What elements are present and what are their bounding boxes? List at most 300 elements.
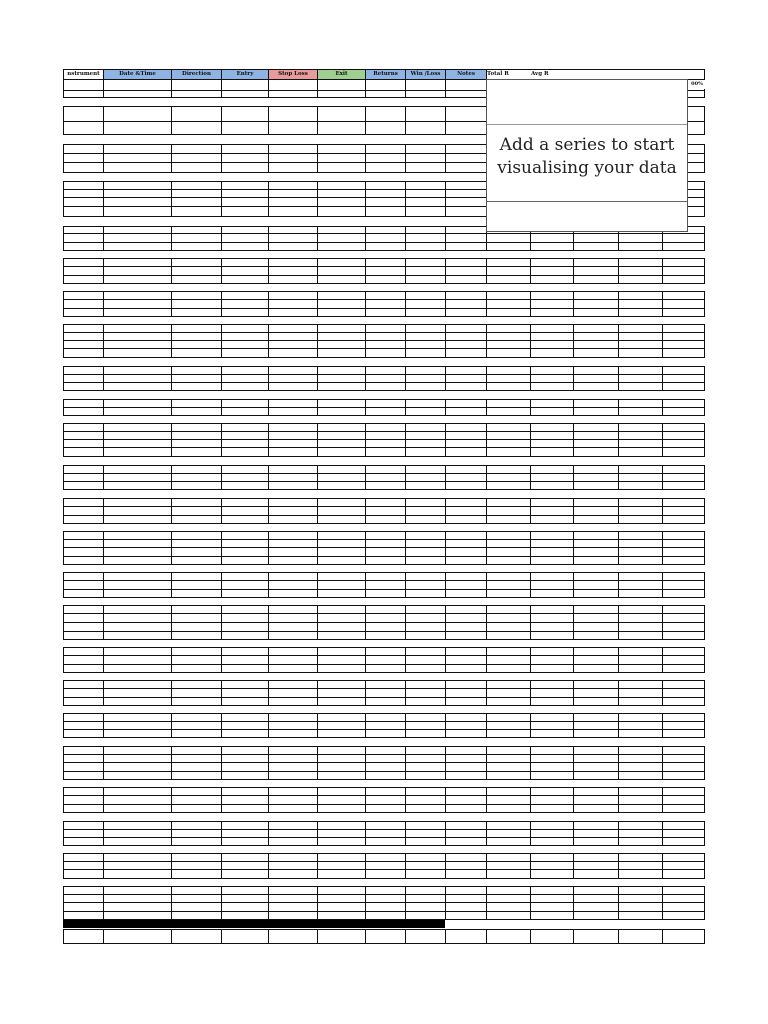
column-divider bbox=[445, 106, 446, 135]
summary-divider bbox=[486, 853, 487, 879]
summary-row-line bbox=[486, 613, 705, 614]
column-divider bbox=[171, 258, 172, 284]
row-line bbox=[63, 90, 487, 91]
column-divider bbox=[103, 787, 104, 813]
column-divider bbox=[221, 366, 222, 391]
summary-divider bbox=[704, 787, 705, 813]
column-divider bbox=[221, 226, 222, 251]
column-divider bbox=[171, 144, 172, 173]
summary-divider bbox=[704, 605, 705, 640]
column-divider bbox=[63, 106, 64, 135]
summary-divider bbox=[486, 746, 487, 780]
column-divider bbox=[445, 787, 446, 813]
column-divider bbox=[171, 713, 172, 738]
column-divider bbox=[405, 531, 406, 565]
column-divider bbox=[365, 144, 366, 173]
row-line bbox=[63, 374, 487, 375]
row-line bbox=[63, 845, 487, 846]
summary-divider bbox=[662, 291, 663, 317]
summary-row-line bbox=[486, 762, 705, 763]
summary-divider bbox=[704, 531, 705, 565]
summary-row-line bbox=[486, 787, 705, 788]
summary-divider bbox=[662, 399, 663, 416]
column-divider bbox=[445, 713, 446, 738]
summary-row-line bbox=[486, 340, 705, 341]
summary-row-line bbox=[486, 348, 705, 349]
column-divider bbox=[317, 787, 318, 813]
column-divider bbox=[445, 680, 446, 706]
summary-divider bbox=[704, 291, 705, 317]
row-line bbox=[63, 206, 487, 207]
summary-row-line bbox=[486, 705, 705, 706]
column-divider bbox=[103, 821, 104, 846]
column-divider bbox=[445, 79, 446, 98]
summary-divider bbox=[573, 746, 574, 780]
row-line bbox=[63, 729, 487, 730]
row-line bbox=[63, 804, 487, 805]
column-divider bbox=[317, 226, 318, 251]
row-line bbox=[63, 399, 487, 400]
column-divider bbox=[405, 498, 406, 524]
summary-row-line bbox=[486, 713, 705, 714]
summary-divider bbox=[486, 713, 487, 738]
column-divider bbox=[268, 746, 269, 780]
column-divider bbox=[63, 853, 64, 879]
column-divider bbox=[171, 291, 172, 317]
summary-row-line bbox=[486, 869, 705, 870]
column-divider bbox=[405, 787, 406, 813]
summary-divider bbox=[662, 366, 663, 391]
column-divider bbox=[317, 853, 318, 879]
row-line bbox=[63, 515, 487, 516]
summary-row-line bbox=[486, 275, 705, 276]
column-divider bbox=[405, 291, 406, 317]
summary-row-line bbox=[486, 605, 705, 606]
row-line bbox=[63, 721, 487, 722]
summary-row-line bbox=[486, 439, 705, 440]
summary-divider bbox=[662, 531, 663, 565]
row-line bbox=[63, 366, 487, 367]
column-header-5[interactable]: Stop Loss bbox=[269, 70, 317, 79]
column-divider bbox=[268, 605, 269, 640]
row-line bbox=[63, 498, 487, 499]
column-divider bbox=[63, 144, 64, 173]
summary-divider bbox=[486, 258, 487, 284]
row-line bbox=[63, 423, 487, 424]
summary-divider bbox=[573, 399, 574, 416]
row-line bbox=[63, 242, 487, 243]
column-divider bbox=[103, 366, 104, 391]
column-divider bbox=[365, 399, 366, 416]
summary-row-line bbox=[486, 886, 705, 887]
column-divider bbox=[317, 366, 318, 391]
column-divider bbox=[221, 886, 222, 920]
column-divider bbox=[63, 423, 64, 457]
column-divider bbox=[365, 929, 366, 944]
column-header-3[interactable]: Direction bbox=[172, 70, 221, 79]
summary-row-line bbox=[486, 324, 705, 325]
column-divider bbox=[365, 853, 366, 879]
column-divider bbox=[317, 79, 318, 98]
row-line bbox=[63, 506, 487, 507]
row-line bbox=[63, 97, 487, 98]
row-line bbox=[63, 316, 487, 317]
summary-row-line bbox=[486, 456, 705, 457]
summary-row-line bbox=[486, 447, 705, 448]
summary-divider bbox=[704, 853, 705, 879]
column-divider bbox=[365, 605, 366, 640]
row-line-end bbox=[688, 172, 705, 173]
row-line bbox=[63, 216, 487, 217]
row-line bbox=[63, 688, 487, 689]
summary-divider bbox=[530, 886, 531, 920]
column-divider bbox=[445, 181, 446, 217]
row-line bbox=[63, 672, 487, 673]
avg-r-label: Avg R bbox=[531, 71, 549, 77]
summary-divider bbox=[530, 853, 531, 879]
column-divider bbox=[268, 79, 269, 98]
summary-row-line bbox=[486, 845, 705, 846]
column-divider bbox=[445, 929, 446, 944]
row-line bbox=[63, 754, 487, 755]
summary-row-line bbox=[486, 489, 705, 490]
row-line bbox=[63, 589, 487, 590]
summary-divider bbox=[530, 787, 531, 813]
column-divider bbox=[365, 886, 366, 920]
summary-divider bbox=[618, 680, 619, 706]
summary-row-line bbox=[486, 299, 705, 300]
summary-divider bbox=[662, 680, 663, 706]
column-divider bbox=[268, 821, 269, 846]
summary-divider bbox=[486, 399, 487, 416]
column-divider bbox=[445, 144, 446, 173]
row-line bbox=[63, 144, 487, 145]
summary-row-line bbox=[486, 861, 705, 862]
column-divider bbox=[171, 181, 172, 217]
row-line bbox=[63, 853, 487, 854]
row-line bbox=[63, 172, 487, 173]
column-header-8[interactable]: Win /Loss bbox=[406, 70, 445, 79]
column-divider bbox=[317, 746, 318, 780]
row-line bbox=[63, 556, 487, 557]
summary-divider bbox=[573, 680, 574, 706]
chart-placeholder-message: Add a series to start visualising your data bbox=[497, 135, 677, 178]
summary-divider bbox=[530, 713, 531, 738]
column-divider bbox=[317, 181, 318, 217]
column-divider bbox=[103, 324, 104, 358]
summary-row-line bbox=[486, 647, 705, 648]
summary-divider bbox=[618, 787, 619, 813]
summary-row-line bbox=[486, 622, 705, 623]
column-divider bbox=[171, 853, 172, 879]
column-header-6[interactable]: Exit bbox=[318, 70, 365, 79]
row-line bbox=[63, 564, 487, 565]
column-divider bbox=[268, 787, 269, 813]
column-divider bbox=[445, 821, 446, 846]
summary-row-line bbox=[486, 688, 705, 689]
column-divider bbox=[63, 465, 64, 490]
row-line bbox=[63, 266, 487, 267]
column-divider bbox=[221, 821, 222, 846]
row-line bbox=[63, 795, 487, 796]
row-line bbox=[63, 134, 487, 135]
column-divider bbox=[63, 79, 64, 98]
row-line bbox=[63, 481, 487, 482]
summary-divider bbox=[618, 291, 619, 317]
summary-divider bbox=[573, 853, 574, 879]
column-divider bbox=[103, 226, 104, 251]
summary-divider bbox=[573, 647, 574, 673]
summary-divider bbox=[618, 531, 619, 565]
column-divider bbox=[405, 226, 406, 251]
summary-divider bbox=[618, 853, 619, 879]
column-divider bbox=[268, 713, 269, 738]
summary-row-line bbox=[486, 515, 705, 516]
column-divider bbox=[171, 886, 172, 920]
right-border bbox=[704, 106, 705, 135]
row-line bbox=[63, 878, 487, 879]
row-line bbox=[63, 250, 487, 251]
column-divider bbox=[221, 746, 222, 780]
summary-divider bbox=[486, 423, 487, 457]
summary-divider bbox=[618, 605, 619, 640]
column-divider bbox=[103, 79, 104, 98]
summary-row-line bbox=[486, 580, 705, 581]
row-line bbox=[63, 340, 487, 341]
filled-black-row bbox=[63, 920, 445, 928]
summary-divider bbox=[573, 366, 574, 391]
summary-divider bbox=[530, 647, 531, 673]
column-divider bbox=[445, 647, 446, 673]
row-line bbox=[63, 837, 487, 838]
column-divider bbox=[221, 106, 222, 135]
column-divider bbox=[405, 106, 406, 135]
summary-divider bbox=[573, 423, 574, 457]
column-divider bbox=[445, 423, 446, 457]
row-line bbox=[63, 631, 487, 632]
column-divider bbox=[171, 572, 172, 598]
summary-divider bbox=[618, 399, 619, 416]
row-line bbox=[63, 647, 487, 648]
column-divider bbox=[268, 144, 269, 173]
column-divider bbox=[103, 886, 104, 920]
row-line bbox=[63, 439, 487, 440]
column-divider bbox=[268, 106, 269, 135]
summary-divider bbox=[704, 572, 705, 598]
summary-row-line bbox=[486, 680, 705, 681]
column-divider bbox=[63, 821, 64, 846]
summary-divider bbox=[704, 465, 705, 490]
column-divider bbox=[317, 531, 318, 565]
column-divider bbox=[268, 572, 269, 598]
column-divider bbox=[317, 929, 318, 944]
summary-divider bbox=[618, 572, 619, 598]
column-divider bbox=[221, 713, 222, 738]
summary-divider bbox=[530, 680, 531, 706]
column-header-9[interactable]: Notes bbox=[446, 70, 486, 79]
column-divider bbox=[317, 647, 318, 673]
summary-divider bbox=[704, 366, 705, 391]
column-divider bbox=[365, 680, 366, 706]
column-divider bbox=[171, 399, 172, 416]
summary-row-line bbox=[486, 266, 705, 267]
column-divider bbox=[103, 465, 104, 490]
summary-row-line bbox=[486, 283, 705, 284]
row-line bbox=[63, 869, 487, 870]
summary-row-line bbox=[486, 407, 705, 408]
summary-divider bbox=[704, 821, 705, 846]
summary-divider bbox=[662, 713, 663, 738]
column-divider bbox=[268, 647, 269, 673]
column-divider bbox=[405, 572, 406, 598]
summary-divider bbox=[573, 324, 574, 358]
summary-divider bbox=[618, 498, 619, 524]
row-line bbox=[63, 523, 487, 524]
row-line bbox=[63, 787, 487, 788]
row-line bbox=[63, 894, 487, 895]
row-line bbox=[63, 613, 487, 614]
row-line bbox=[63, 861, 487, 862]
column-divider bbox=[63, 181, 64, 217]
row-line bbox=[63, 121, 487, 122]
column-divider bbox=[63, 713, 64, 738]
column-divider bbox=[103, 713, 104, 738]
summary-row-line bbox=[486, 697, 705, 698]
column-divider bbox=[171, 929, 172, 944]
summary-divider bbox=[662, 498, 663, 524]
summary-divider bbox=[662, 423, 663, 457]
row-line-end bbox=[688, 121, 705, 122]
column-divider bbox=[171, 680, 172, 706]
column-divider bbox=[365, 821, 366, 846]
summary-divider bbox=[704, 423, 705, 457]
summary-row-line bbox=[486, 837, 705, 838]
summary-row-line bbox=[486, 390, 705, 391]
row-line bbox=[63, 911, 487, 912]
column-divider bbox=[317, 498, 318, 524]
column-divider bbox=[171, 746, 172, 780]
chart-divider-bottom bbox=[487, 201, 687, 202]
column-divider bbox=[268, 680, 269, 706]
summary-divider bbox=[530, 605, 531, 640]
column-divider bbox=[405, 853, 406, 879]
summary-divider bbox=[486, 680, 487, 706]
row-line bbox=[63, 153, 487, 154]
row-line bbox=[63, 639, 487, 640]
summary-row-line bbox=[486, 821, 705, 822]
column-divider bbox=[221, 291, 222, 317]
column-divider bbox=[171, 531, 172, 565]
row-line bbox=[63, 622, 487, 623]
column-divider bbox=[268, 886, 269, 920]
summary-row-line bbox=[486, 374, 705, 375]
summary-row-line bbox=[486, 366, 705, 367]
summary-divider bbox=[486, 929, 487, 944]
column-divider bbox=[268, 366, 269, 391]
summary-divider bbox=[704, 886, 705, 920]
column-divider bbox=[317, 886, 318, 920]
summary-divider bbox=[704, 498, 705, 524]
row-line bbox=[63, 79, 487, 80]
row-line bbox=[63, 771, 487, 772]
column-divider bbox=[405, 79, 406, 98]
column-divider bbox=[221, 181, 222, 217]
summary-divider bbox=[486, 531, 487, 565]
column-header-2[interactable]: Date &Time bbox=[104, 70, 171, 79]
column-divider bbox=[405, 647, 406, 673]
summary-row-line bbox=[486, 655, 705, 656]
summary-divider bbox=[618, 366, 619, 391]
column-divider bbox=[268, 324, 269, 358]
column-divider bbox=[103, 498, 104, 524]
column-divider bbox=[365, 647, 366, 673]
summary-divider bbox=[573, 572, 574, 598]
column-divider bbox=[103, 144, 104, 173]
summary-divider bbox=[530, 399, 531, 416]
column-header-4[interactable]: Entry bbox=[222, 70, 268, 79]
row-line-end bbox=[688, 106, 705, 107]
column-divider bbox=[103, 291, 104, 317]
column-divider bbox=[103, 929, 104, 944]
summary-row-line bbox=[486, 531, 705, 532]
summary-divider bbox=[573, 929, 574, 944]
summary-divider bbox=[486, 572, 487, 598]
column-header-1[interactable]: nstrument bbox=[64, 70, 103, 79]
column-divider bbox=[221, 79, 222, 98]
summary-row-line bbox=[486, 597, 705, 598]
empty-chart-placeholder[interactable] bbox=[486, 79, 688, 232]
row-line bbox=[63, 713, 487, 714]
row-line bbox=[63, 829, 487, 830]
column-divider bbox=[268, 423, 269, 457]
column-divider bbox=[63, 572, 64, 598]
row-line bbox=[63, 680, 487, 681]
row-line bbox=[63, 283, 487, 284]
column-divider bbox=[445, 258, 446, 284]
column-divider bbox=[63, 680, 64, 706]
column-divider bbox=[268, 291, 269, 317]
summary-row-line bbox=[486, 242, 705, 243]
summary-row-line bbox=[486, 589, 705, 590]
summary-row-line bbox=[486, 399, 705, 400]
summary-divider bbox=[486, 821, 487, 846]
column-divider bbox=[171, 106, 172, 135]
row-line bbox=[63, 324, 487, 325]
summary-row-line bbox=[486, 779, 705, 780]
summary-row-line bbox=[486, 911, 705, 912]
column-divider bbox=[63, 647, 64, 673]
row-line bbox=[63, 447, 487, 448]
column-divider bbox=[221, 680, 222, 706]
column-divider bbox=[445, 366, 446, 391]
column-divider bbox=[171, 465, 172, 490]
summary-row-line bbox=[486, 481, 705, 482]
summary-row-line bbox=[486, 556, 705, 557]
column-divider bbox=[317, 465, 318, 490]
summary-row-line bbox=[486, 639, 705, 640]
summary-divider bbox=[486, 647, 487, 673]
summary-row-line bbox=[486, 894, 705, 895]
row-line bbox=[63, 737, 487, 738]
row-line bbox=[63, 465, 487, 466]
summary-divider bbox=[662, 787, 663, 813]
column-divider bbox=[221, 399, 222, 416]
column-divider bbox=[405, 144, 406, 173]
column-divider bbox=[171, 605, 172, 640]
column-divider bbox=[221, 647, 222, 673]
column-divider bbox=[365, 366, 366, 391]
column-header-7[interactable]: Returns bbox=[366, 70, 405, 79]
